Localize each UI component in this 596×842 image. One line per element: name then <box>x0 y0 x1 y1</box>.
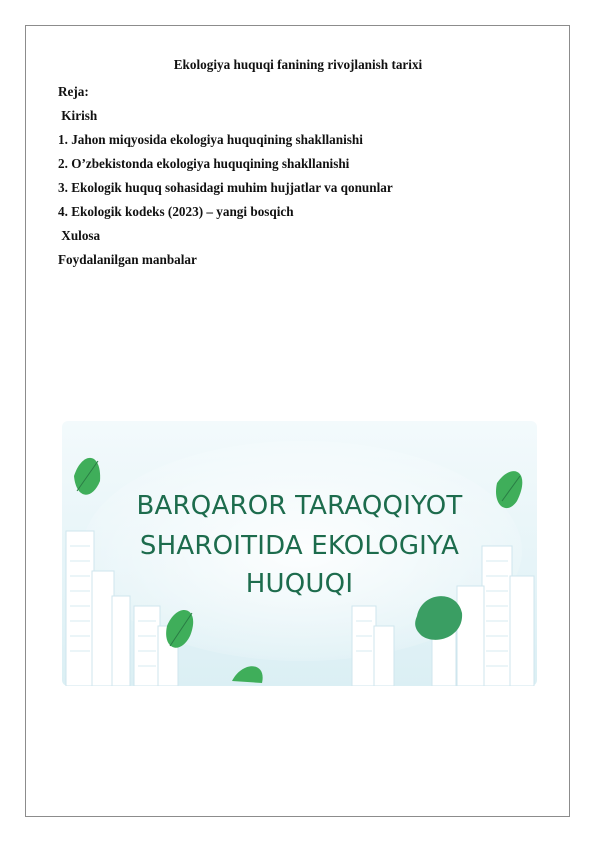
plan-item-2: 2. O’zbekistonda ekologiya huquqining shakllanishi <box>58 156 350 171</box>
plan-item-1: 1. Jahon miqyosida ekologiya huquqining shakllanishi <box>58 132 363 147</box>
plan-item-3: 3. Ekologik huquq sohasidagi muhim hujjatlar va qonunlar <box>58 180 393 195</box>
plan-item-sources: Foydalanilgan manbalar <box>58 252 197 267</box>
banner-title-line-1: BARQAROR TARAQQIYOT <box>136 491 463 521</box>
document-title: Ekologiya huquqi fanining rivojlanish tarixi <box>173 57 423 72</box>
banner-title-line-3: HUQUQI <box>245 569 354 599</box>
plan-item-4: 4. Ekologik kodeks (2023) – yangi bosqich <box>58 204 294 219</box>
plan-heading: Reja: <box>58 84 89 99</box>
banner-image <box>62 421 537 686</box>
plan-item-intro: Kirish <box>58 108 98 123</box>
banner-title-line-2: SHAROITIDA EKOLOGIYA <box>139 531 460 561</box>
plan-item-conclusion: Xulosa <box>58 228 101 243</box>
